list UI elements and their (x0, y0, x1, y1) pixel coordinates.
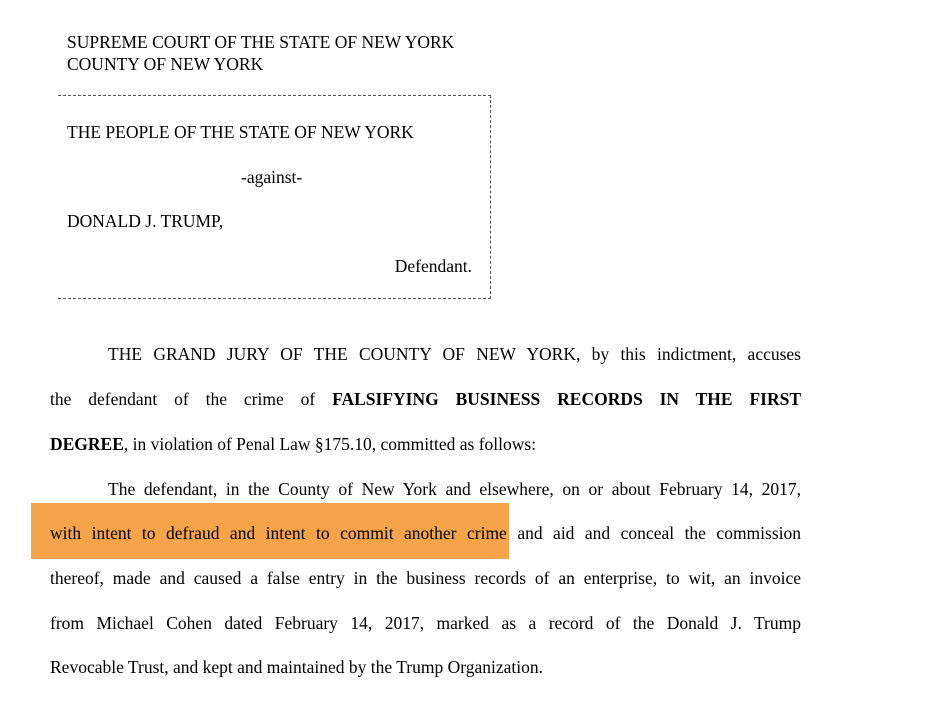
paragraph-1-line-3 (50, 433, 801, 455)
plaintiff-name: THE PEOPLE OF THE STATE OF NEW YORK (67, 122, 414, 142)
paragraph-2-line-1-text: The defendant, in the County of New York and elsewhere, on or about February 14, 2017, (108, 479, 801, 499)
crime-name-bold: FALSIFYING BUSINESS RECORDS IN THE FIRST (332, 389, 802, 409)
aid-conceal-text: and aid and conceal the commission (517, 523, 802, 543)
paragraph-2-line-3 (50, 567, 801, 589)
defendant-name: DONALD J. TRUMP, (67, 211, 224, 231)
paragraph-2-line-5 (50, 656, 801, 678)
paragraph-1-line-2-text (50, 388, 801, 410)
paragraph-1-line-1 (108, 343, 801, 365)
case-caption-box (58, 95, 491, 299)
county-name: COUNTY OF NEW YORK (67, 54, 264, 74)
against-label: -against- (241, 167, 303, 187)
paragraph-2-line-4-text: from Michael Cohen dated February 14, 2017, marked as a record of the Donald J. Trump (50, 613, 801, 633)
paragraph-2-line-5-text: Revocable Trust, and kept and maintained by the Trump Organization. (50, 657, 544, 677)
court-name: SUPREME COURT OF THE STATE OF NEW YORK (67, 32, 455, 52)
paragraph-1-line-2 (50, 388, 801, 410)
paragraph-2-line-4 (50, 612, 801, 634)
defendant-label: Defendant. (394, 256, 472, 276)
penal-law-text: , in violation of Penal Law §175.10, committed as follows: (123, 434, 537, 454)
paragraph-2-line-2 (50, 522, 801, 544)
paragraph-2-line-2-text (50, 522, 801, 544)
crime-degree-bold: DEGREE (50, 434, 124, 454)
highlighted-intent-phrase: with intent to defraud and intent to commit another crime (50, 523, 507, 543)
crime-intro-text: the defendant of the crime of (50, 389, 316, 409)
paragraph-2-line-1 (108, 478, 801, 500)
paragraph-2-line-3-text: thereof, made and caused a false entry in the business records of an enterprise, to wit, an invoice (50, 568, 801, 588)
court-header (67, 31, 454, 75)
paragraph-1-line-1-text: THE GRAND JURY OF THE COUNTY OF NEW YORK, by this indictment, accuses (108, 344, 801, 364)
